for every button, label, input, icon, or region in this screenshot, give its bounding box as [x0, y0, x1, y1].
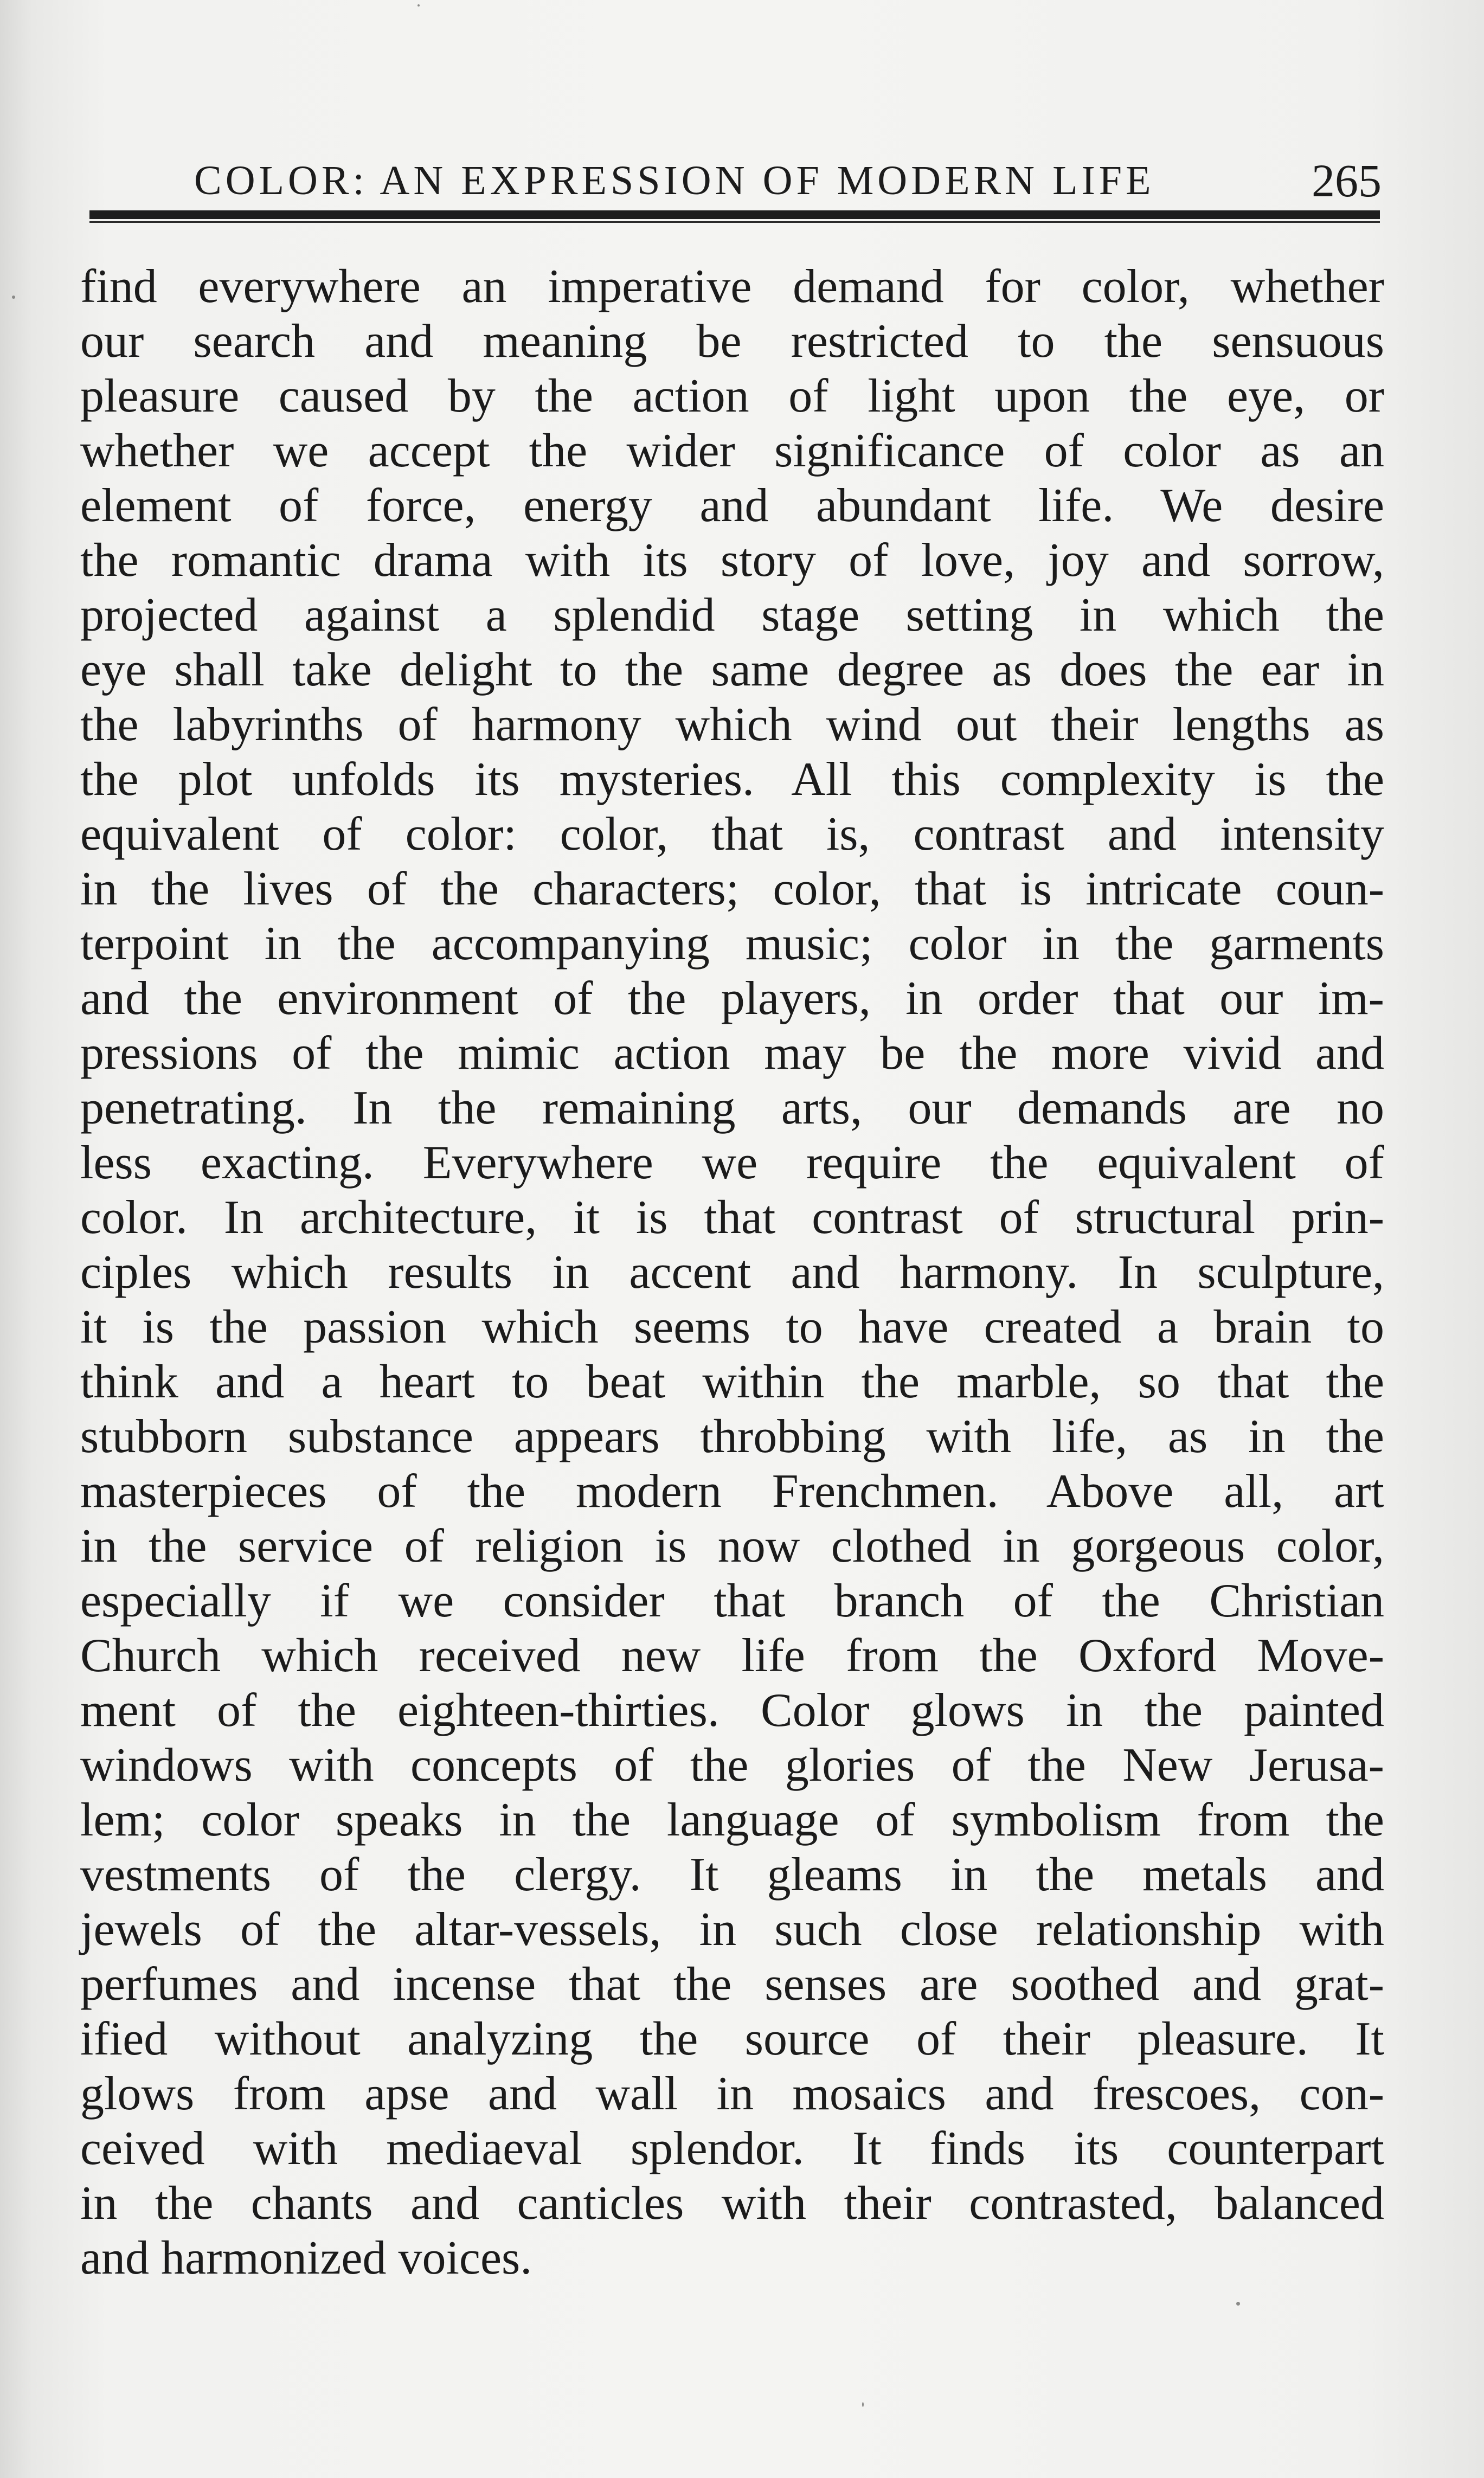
text-line: eye shall take delight to the same degree as does the ear in	[80, 644, 1384, 696]
text-line: perfumes and incense that the senses are soothed and grat-	[80, 1958, 1384, 2011]
text-line: the plot unfolds its mysteries. All this complexity is the	[80, 753, 1384, 806]
paper-speck	[417, 4, 420, 7]
text-line: element of force, energy and abundant life. We desire	[80, 479, 1384, 532]
text-line: pleasure caused by the action of light upon the eye, or	[80, 370, 1384, 422]
running-title: COLOR: AN EXPRESSION OF MODERN LIFE	[194, 158, 1155, 203]
text-line: the labyrinths of harmony which wind out their lengths as	[80, 698, 1384, 751]
text-line: penetrating. In the remaining arts, our demands are no	[80, 1082, 1384, 1134]
paper-speck	[862, 2402, 864, 2407]
text-line: masterpieces of the modern Frenchmen. Above all, art	[80, 1465, 1384, 1518]
text-line: glows from apse and wall in mosaics and frescoes, con-	[80, 2068, 1384, 2120]
text-line: think and a heart to beat within the marble, so that the	[80, 1356, 1384, 1408]
text-line: lem; color speaks in the language of symbolism from the	[80, 1794, 1384, 1846]
text-line: ified without analyzing the source of their pleasure. It	[80, 2013, 1384, 2065]
text-line: in the service of religion is now clothed in gorgeous color,	[80, 1520, 1384, 1572]
text-line: vestments of the clergy. It gleams in the metals and	[80, 1848, 1384, 1901]
text-line: find everywhere an imperative demand for color, whether	[80, 260, 1384, 313]
paper-speck	[1236, 2302, 1240, 2306]
text-line: whether we accept the wider significance of color as an	[80, 425, 1384, 477]
header-rule-thin	[89, 221, 1380, 223]
text-line: ciples which results in accent and harmony. In sculpture,	[80, 1246, 1384, 1299]
text-line: equivalent of color: color, that is, contrast and intensity	[80, 808, 1384, 861]
page-number: 265	[1312, 155, 1382, 207]
text-line: our search and meaning be restricted to the sensuous	[80, 315, 1384, 368]
text-line: pressions of the mimic action may be the more vivid and	[80, 1027, 1384, 1080]
paper-speck	[12, 296, 15, 299]
text-line: less exacting. Everywhere we require the equivalent of	[80, 1137, 1384, 1189]
text-line: stubborn substance appears throbbing with life, as in the	[80, 1410, 1384, 1463]
text-line: terpoint in the accompanying music; color in the garments	[80, 917, 1384, 970]
page-header	[80, 151, 1382, 216]
text-line: color. In architecture, it is that contrast of structural prin-	[80, 1191, 1384, 1244]
body-text	[80, 259, 1384, 2286]
text-line: in the chants and canticles with their contrasted, balanced	[80, 2177, 1384, 2230]
text-line: ment of the eighteen-thirties. Color glows in the painted	[80, 1684, 1384, 1737]
text-line: especially if we consider that branch of the Christian	[80, 1575, 1384, 1627]
text-line: in the lives of the characters; color, that is intricate coun-	[80, 863, 1384, 915]
text-line: jewels of the altar-vessels, in such close relationship with	[80, 1903, 1384, 1956]
text-line: the romantic drama with its story of love, joy and sorrow,	[80, 534, 1384, 587]
text-line: ceived with mediaeval splendor. It finds its counterpart	[80, 2122, 1384, 2175]
text-line: and the environment of the players, in order that our im-	[80, 972, 1384, 1025]
text-line: and harmonized voices.	[80, 2232, 532, 2284]
text-line: windows with concepts of the glories of the New Jerusa-	[80, 1739, 1384, 1792]
text-line: it is the passion which seems to have created a brain to	[80, 1301, 1384, 1353]
header-rule	[89, 210, 1380, 219]
text-line: projected against a splendid stage setting in which the	[80, 589, 1384, 641]
text-line: Church which received new life from the Oxford Move-	[80, 1629, 1384, 1682]
